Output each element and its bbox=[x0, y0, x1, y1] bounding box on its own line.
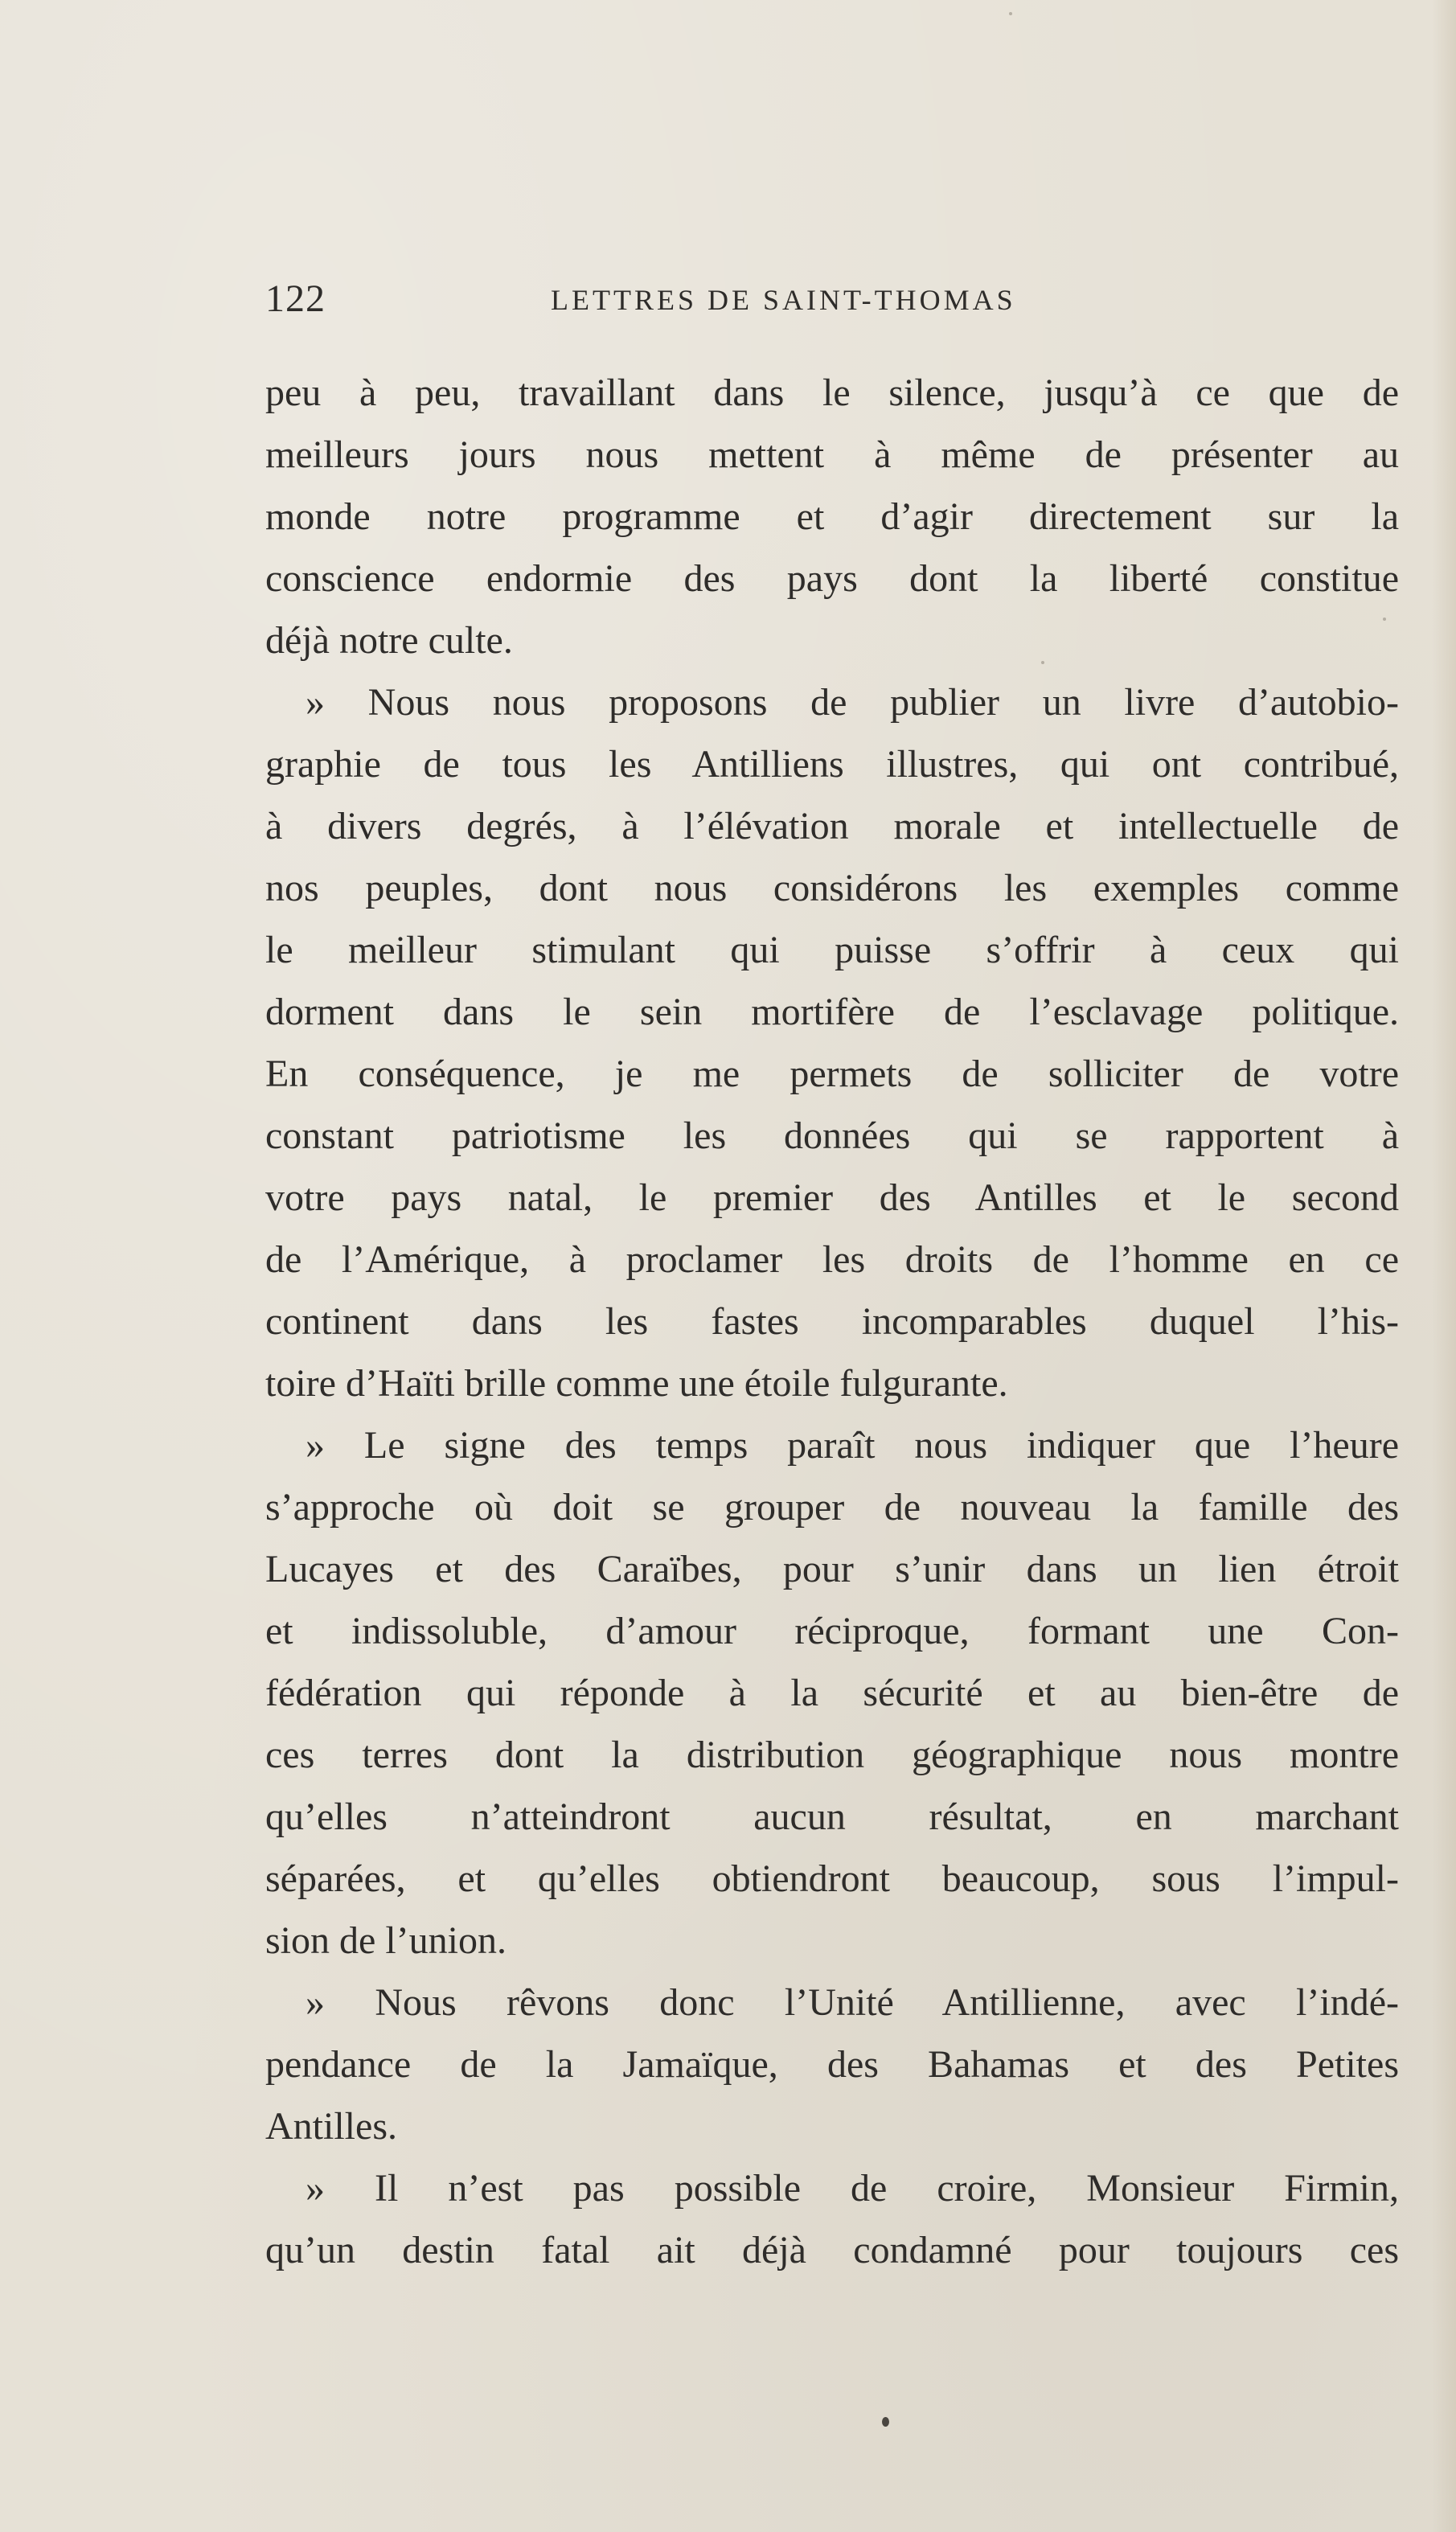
text-line: le meilleur stimulant qui puisse s’offrir à ceux qui bbox=[265, 929, 1399, 971]
text-line: nos peuples, dont nous considérons les exemples comme bbox=[265, 867, 1399, 909]
page-edge-shadow bbox=[1432, 0, 1456, 2532]
text-line: monde notre programme et d’agir directement sur la bbox=[265, 495, 1399, 538]
page-header bbox=[265, 275, 1399, 323]
text-line: Lucayes et des Caraïbes, pour s’unir dans un lien étroit bbox=[265, 1548, 1399, 1590]
text-line: s’approche où doit se grouper de nouveau la famille des bbox=[265, 1486, 1399, 1529]
text-line: ces terres dont la distribution géographique nous montre bbox=[265, 1734, 1399, 1776]
text-line: qu’un destin fatal ait déjà condamné pour toujours ces bbox=[265, 2229, 1399, 2271]
text-line: qu’elles n’atteindront aucun résultat, en marchant bbox=[265, 1795, 1399, 1838]
text-line: meilleurs jours nous mettent à même de présenter au bbox=[265, 433, 1399, 476]
text-line: sion de l’union. bbox=[265, 1919, 507, 1962]
paper-speck bbox=[1009, 12, 1012, 15]
paper-speck bbox=[1383, 618, 1386, 621]
text-line: » Nous rêvons donc l’Unité Antillienne, avec l’indé- bbox=[306, 1981, 1399, 2024]
running-head: LETTRES DE SAINT-THOMAS bbox=[551, 284, 1016, 316]
text-line: Antilles. bbox=[265, 2105, 397, 2148]
text-line: En conséquence, je me permets de solliciter de votre bbox=[265, 1053, 1399, 1095]
text-line: » Il n’est pas possible de croire, Monsieur Firmin, bbox=[306, 2167, 1399, 2210]
text-line: à divers degrés, à l’élévation morale et intellectuelle de bbox=[265, 805, 1399, 847]
text-line: dorment dans le sein mortifère de l’esclavage politique. bbox=[265, 991, 1399, 1033]
text-line: et indissoluble, d’amour réciproque, formant une Con- bbox=[265, 1610, 1399, 1652]
text-line: fédération qui réponde à la sécurité et au bien-être de bbox=[265, 1672, 1399, 1714]
text-line: de l’Amérique, à proclamer les droits de l’homme en ce bbox=[265, 1238, 1399, 1281]
text-line: conscience endormie des pays dont la liberté constitue bbox=[265, 557, 1399, 600]
text-line: déjà notre culte. bbox=[265, 619, 513, 662]
ink-dot-mark bbox=[882, 2417, 889, 2427]
text-line: peu à peu, travaillant dans le silence, jusqu’à ce que de bbox=[265, 371, 1399, 414]
text-line: toire d’Haïti brille comme une étoile fulgurante. bbox=[265, 1362, 1008, 1405]
text-line: » Le signe des temps paraît nous indiquer que l’heure bbox=[306, 1424, 1399, 1467]
text-line: graphie de tous les Antilliens illustres, qui ont contribué, bbox=[265, 743, 1399, 786]
text-line: séparées, et qu’elles obtiendront beaucoup, sous l’impul- bbox=[265, 1857, 1399, 1900]
paper-speck bbox=[1041, 661, 1044, 664]
text-line: votre pays natal, le premier des Antilles et le second bbox=[265, 1176, 1399, 1219]
text-line: pendance de la Jamaïque, des Bahamas et des Petites bbox=[265, 2043, 1399, 2086]
text-line: » Nous nous proposons de publier un livre d’autobio- bbox=[306, 681, 1399, 724]
body-text bbox=[265, 362, 1399, 2281]
text-line: constant patriotisme les données qui se rapportent à bbox=[265, 1114, 1399, 1157]
text-line: continent dans les fastes incomparables duquel l’his- bbox=[265, 1300, 1399, 1343]
page-number: 122 bbox=[265, 277, 326, 320]
